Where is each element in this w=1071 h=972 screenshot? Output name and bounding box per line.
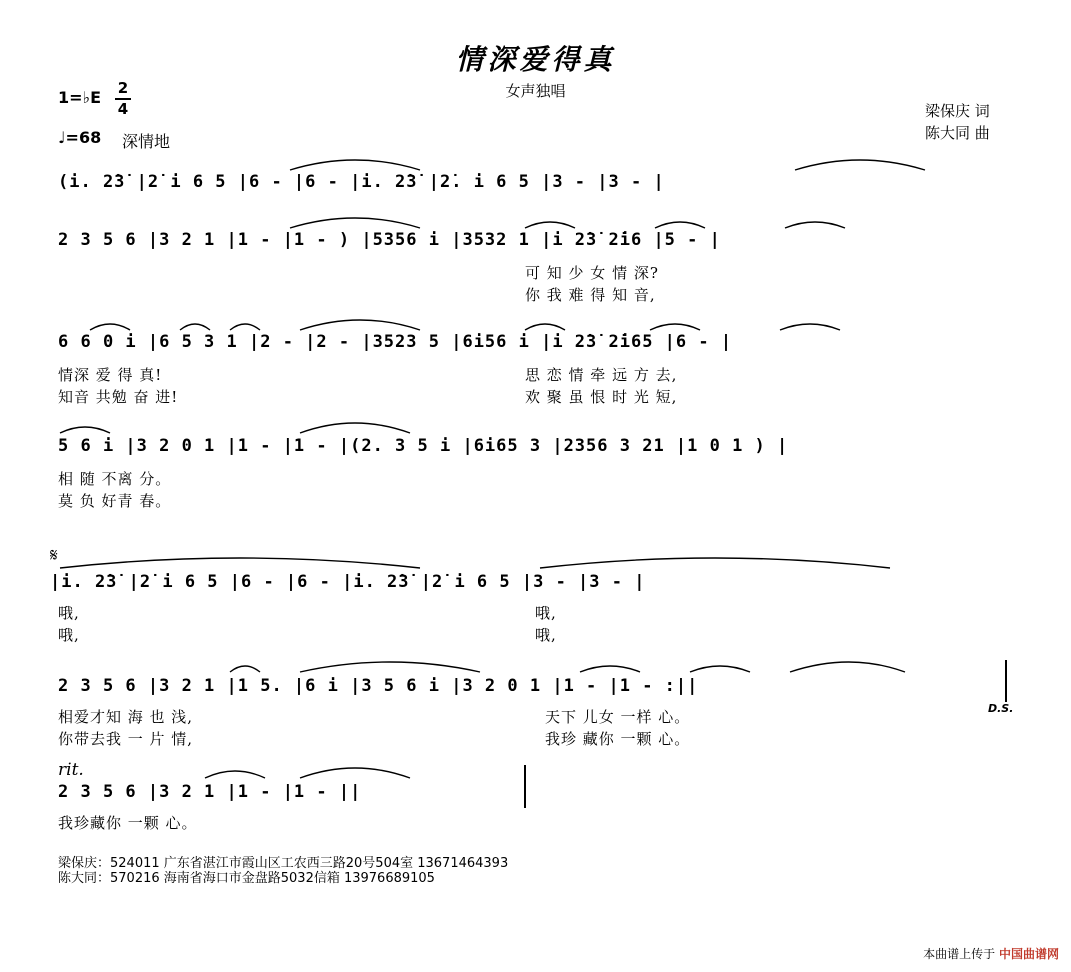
lyric-line-5a-verse-2: 哦, [58,626,80,644]
notation-line-2: 2 3 5 6 |3 2 1 |1 - |1 - ) |5356 i |3532 1 |i 2̇3̇ 2̇i6 |5 - | [58,230,721,250]
dal-segno-marking: D.S. [988,702,1014,715]
time-numerator: 2 [117,79,129,97]
lyricist-credit: 梁保庆 词 [925,102,990,120]
expression-marking: 深情地 [122,132,171,151]
ritardando-marking: rit. [58,760,84,780]
song-title: 情深爱得真 [455,43,616,76]
lyric-line-2-verse-2: 你 我 难 得 知 音, [525,286,656,304]
notation-line-5: |i. 2̇3̇ |2̇ i 6 5 |6 - |6 - |i. 2̇3̇ |2̇ i 6 5 |3 - |3 - | [50,572,646,592]
lyric-line-3b-verse-1: 思 恋 情 牵 远 方 去, [525,366,678,384]
lyric-line-6a-verse-2: 你带去我 一 片 情, [58,730,194,748]
notation-line-7: 2 3 5 6 |3 2 1 |1 - |1 - || [58,782,362,802]
notation-line-3: 6 6 0 i |6 5 3 1 |2 - |2 - |3523 5 |6i56 i |i 2̇3̇ 2̇i65 |6 - | [58,332,733,352]
lyric-line-2-verse-1: 可 知 少 女 情 深? [525,264,659,282]
lyric-line-6a-verse-1: 相爱才知 海 也 浅, [58,708,194,726]
lyric-line-6b-verse-1: 天下 儿女 一样 心。 [545,708,691,726]
lyric-line-3a-verse-1: 情深 爱 得 真! [58,366,163,384]
lyric-line-5a-verse-1: 哦, [58,604,80,622]
lyric-line-3a-verse-2: 知音 共勉 奋 进! [58,388,179,406]
lyric-line-5b-verse-1: 哦, [535,604,557,622]
key-signature: 1=♭E [58,88,102,107]
lyric-line-4-verse-2: 莫 负 好青 春。 [58,492,172,510]
lyric-line-6b-verse-2: 我珍 藏你 一颗 心。 [545,730,691,748]
lyric-line-3b-verse-2: 欢 聚 虽 恨 时 光 短, [525,388,678,406]
contact-composer: 陈大同：570216 海南省海口市金盘路5032信箱 13976689105 [58,871,435,886]
composer-credit: 陈大同 曲 [925,124,990,142]
upload-watermark [923,945,1059,962]
contact-lyricist: 梁保庆：524011 广东省湛江市霞山区工农西三路20号504室 13671464393 [58,856,509,871]
watermark-prefix: 本曲谱上传于 [923,947,996,961]
notation-line-6: 2 3 5 6 |3 2 1 |1 5. |6 i |3 5 6 i |3 2 0 1 |1 - |1 - :|| [58,676,699,696]
tempo-marking: ♩=68 [58,128,102,147]
performance-type: 女声独唱 [505,82,566,100]
segno-sign: 𝄋 [50,545,58,566]
lyric-line-5b-verse-2: 哦, [535,626,557,644]
notation-line-1: (i. 2̇3̇ |2̇ i 6 5 |6 - |6 - |i. 2̇3̇ |2̇. i 6 5 |3 - |3 - | [58,172,665,192]
lyric-line-4-verse-1: 相 随 不离 分。 [58,470,172,488]
time-denominator: 4 [117,100,129,118]
watermark-site: 中国曲谱网 [998,947,1059,961]
notation-line-4: 5 6 i |3 2 0 1 |1 - |1 - |(2. 3 5 i |6i65 3 |2356 3 21 |1 0 1 ) | [58,436,789,456]
lyric-line-7: 我珍藏你 一颗 心。 [58,814,198,832]
